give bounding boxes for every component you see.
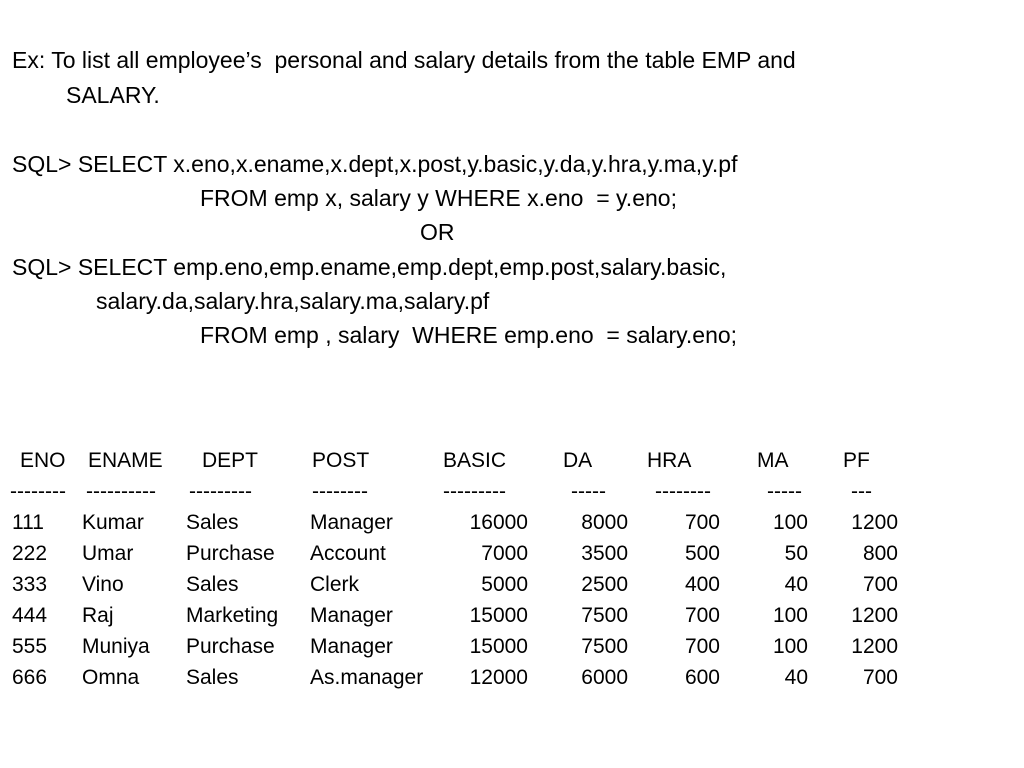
table-cell-pf: 1200: [851, 635, 898, 658]
table-cell-dept: Purchase: [186, 542, 275, 565]
column-separator-post: --------: [312, 480, 368, 503]
table-cell-ename: Raj: [82, 604, 114, 627]
table-cell-pf: 800: [862, 542, 898, 565]
table-cell-basic: 16000: [469, 511, 528, 534]
table-cell-hra: 700: [684, 635, 720, 658]
column-separator-ename: ----------: [86, 480, 156, 503]
table-cell-ename: Muniya: [82, 635, 150, 658]
column-header-post: POST: [312, 449, 370, 472]
table-cell-basic: 12000: [469, 666, 528, 689]
table-cell-da: 2500: [581, 573, 628, 596]
table-cell-hra: 700: [684, 511, 720, 534]
table-cell-pf: 700: [862, 573, 898, 596]
table-cell-pf: 1200: [851, 604, 898, 627]
table-cell-post: Clerk: [310, 573, 360, 596]
column-header-basic: BASIC: [443, 449, 507, 472]
table-cell-da: 7500: [581, 635, 628, 658]
table-cell-ename: Omna: [82, 666, 140, 689]
column-separator-hra: --------: [655, 480, 711, 503]
column-header-eno: ENO: [20, 449, 66, 472]
table-cell-ename: Umar: [82, 542, 134, 565]
table-cell-post: Manager: [310, 511, 393, 534]
table-cell-da: 6000: [581, 666, 628, 689]
table-cell-ma: 100: [772, 635, 808, 658]
table-cell-eno: 444: [12, 604, 48, 627]
table-cell-ma: 40: [784, 666, 808, 689]
table-cell-hra: 700: [684, 604, 720, 627]
table-cell-dept: Purchase: [186, 635, 275, 658]
query2-continuation: salary.da,salary.hra,salary.ma,salary.pf: [96, 288, 490, 314]
or-label: OR: [420, 219, 455, 245]
table-cell-ma: 100: [772, 604, 808, 627]
table-cell-hra: 500: [684, 542, 720, 565]
column-header-hra: HRA: [647, 449, 692, 472]
column-separator-basic: ---------: [443, 480, 506, 503]
table-cell-post: Account: [310, 542, 386, 565]
intro-line-2: SALARY.: [66, 82, 160, 108]
table-cell-ma: 40: [784, 573, 808, 596]
query1-from: FROM emp x, salary y WHERE x.eno = y.eno;: [200, 185, 677, 211]
column-header-ma: MA: [757, 449, 789, 472]
table-cell-basic: 15000: [469, 635, 528, 658]
table-cell-dept: Sales: [186, 511, 239, 534]
table-cell-basic: 5000: [481, 573, 528, 596]
table-cell-pf: 700: [862, 666, 898, 689]
table-cell-da: 8000: [581, 511, 628, 534]
table-cell-basic: 15000: [469, 604, 528, 627]
table-cell-hra: 400: [684, 573, 720, 596]
table-cell-pf: 1200: [851, 511, 898, 534]
column-separator-ma: -----: [767, 480, 802, 503]
table-cell-eno: 333: [12, 573, 48, 596]
table-cell-post: As.manager: [310, 666, 424, 689]
column-separator-eno: --------: [10, 480, 66, 503]
table-cell-ename: Kumar: [82, 511, 144, 534]
table-cell-basic: 7000: [481, 542, 528, 565]
table-cell-post: Manager: [310, 604, 393, 627]
table-cell-post: Manager: [310, 635, 393, 658]
query2-select: SQL> SELECT emp.eno,emp.ename,emp.dept,emp.post,salary.basic,: [12, 254, 727, 280]
column-header-dept: DEPT: [202, 449, 259, 472]
column-separator-da: -----: [571, 480, 606, 503]
table-cell-da: 7500: [581, 604, 628, 627]
table-cell-ma: 100: [772, 511, 808, 534]
table-cell-eno: 555: [12, 635, 48, 658]
column-header-da: DA: [563, 449, 593, 472]
column-separator-pf: ---: [851, 480, 872, 503]
table-cell-dept: Sales: [186, 573, 239, 596]
query1-select: SQL> SELECT x.eno,x.ename,x.dept,x.post,y.basic,y.da,y.hra,y.ma,y.pf: [12, 151, 738, 177]
table-cell-dept: Marketing: [186, 604, 279, 627]
column-header-pf: PF: [843, 449, 870, 472]
query2-from: FROM emp , salary WHERE emp.eno = salary.eno;: [200, 322, 738, 348]
table-cell-ma: 50: [784, 542, 808, 565]
table-cell-ename: Vino: [82, 573, 124, 596]
table-cell-eno: 111: [12, 511, 44, 534]
table-cell-da: 3500: [581, 542, 628, 565]
table-cell-eno: 666: [12, 666, 48, 689]
intro-line-1: Ex: To list all employee’s personal and salary details from the table EMP and: [12, 47, 796, 73]
table-cell-dept: Sales: [186, 666, 239, 689]
column-header-ename: ENAME: [88, 449, 163, 472]
column-separator-dept: ---------: [189, 480, 252, 503]
table-cell-hra: 600: [684, 666, 720, 689]
table-cell-eno: 222: [12, 542, 48, 565]
